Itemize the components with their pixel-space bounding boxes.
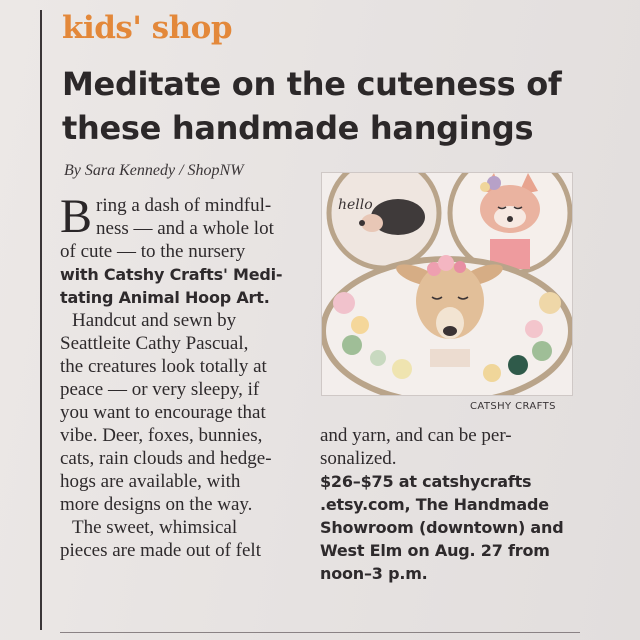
- body-line-bold: $26–$75 at catshycrafts: [320, 472, 532, 491]
- section-kicker: kids' shop: [62, 10, 233, 46]
- body-line: hogs are available, with: [60, 471, 241, 492]
- body-line: Seattleite Cathy Pascual,: [60, 333, 249, 354]
- drop-cap: B: [60, 190, 93, 243]
- body-line: pieces are made out of felt: [60, 540, 261, 561]
- headline-line: Meditate on the cuteness of: [62, 65, 562, 103]
- column-rule-left: [40, 10, 42, 630]
- photo-credit: CATSHY CRAFTS: [470, 401, 556, 412]
- body-line: ring a dash of mindful-: [96, 195, 272, 216]
- body-column-right: [320, 424, 580, 585]
- product-photo: [321, 172, 573, 396]
- hoop-art-photo: [322, 173, 572, 395]
- body-line-bold: .etsy.com, The Handmade: [320, 495, 549, 514]
- body-line: vibe. Deer, foxes, bunnies,: [60, 425, 263, 446]
- body-line-bold: tating Animal Hoop Art.: [60, 288, 270, 307]
- column-rule-bottom: [60, 632, 580, 633]
- body-line: peace — or very sleepy, if: [60, 379, 260, 400]
- body-line: cats, rain clouds and hedge-: [60, 448, 272, 469]
- body-line: the creatures look totally at: [60, 356, 267, 377]
- body-line: you want to encourage that: [60, 402, 266, 423]
- headline-line: these handmade hangings: [62, 109, 534, 147]
- body-column-left: [60, 190, 310, 562]
- body-line: sonalized.: [320, 448, 397, 469]
- body-line: more designs on the way.: [60, 494, 253, 515]
- body-line-bold: West Elm on Aug. 27 from: [320, 541, 550, 560]
- body-line-bold: Showroom (downtown) and: [320, 518, 564, 537]
- hedgehog-hoop: [329, 173, 439, 268]
- article-headline: [62, 62, 622, 150]
- hoop-script-text: hello: [338, 197, 373, 213]
- body-line: and yarn, and can be per-: [320, 425, 512, 446]
- body-line: Handcut and sewn by: [72, 310, 237, 331]
- body-line: ness — and a whole lot: [96, 218, 274, 239]
- reverse-side-bleed-through: [410, 0, 454, 47]
- byline: By Sara Kennedy / ShopNW: [64, 162, 244, 179]
- body-line-bold: noon–3 p.m.: [320, 564, 428, 583]
- body-line: of cute — to the nursery: [60, 241, 246, 262]
- body-line: The sweet, whimsical: [72, 517, 238, 538]
- body-line-bold: with Catshy Crafts' Medi-: [60, 265, 283, 284]
